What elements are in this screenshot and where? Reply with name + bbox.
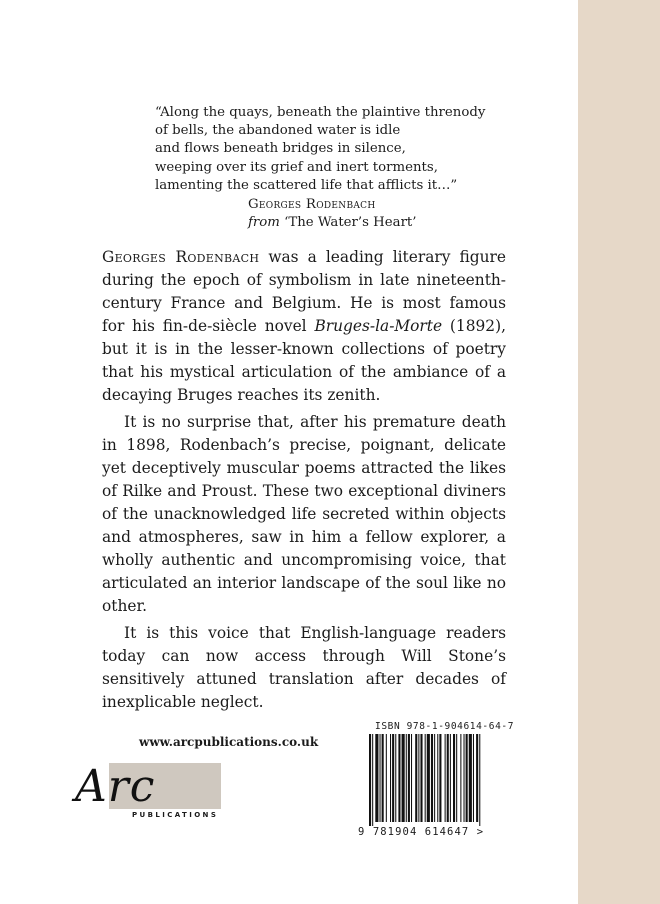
- attribution-author: Georges Rodenbach: [248, 197, 376, 212]
- isbn-label: ISBN 978-1-904614-64-7: [375, 721, 515, 732]
- barcode-bar: [450, 734, 451, 822]
- paragraph-text: (1892), but it is in the lesser-known collections of poetry that his mystical articulation of the ambiance of a decaying Bruges reaches its zenith.: [102, 317, 506, 404]
- barcode-bar: [434, 734, 435, 822]
- paragraph-text: was a leading literary figure during the epoch of symbolism in late nineteenth-century France and Belgium. He is most famous for his fin-de-siècle novel: [102, 248, 506, 335]
- barcode-bar: [375, 734, 378, 822]
- barcode-bar: [392, 734, 394, 822]
- logo-wordmark: Arc: [75, 761, 156, 812]
- publisher-logo: [75, 763, 235, 825]
- blurb: [102, 246, 506, 718]
- barcode-bar: [415, 734, 417, 822]
- barcode-bar: [420, 734, 422, 822]
- barcode-bar: [460, 734, 461, 822]
- barcode-bar: [437, 734, 438, 822]
- barcode-bar: [369, 734, 371, 826]
- epigraph-quote: [155, 104, 515, 195]
- barcode-bar: [445, 734, 446, 822]
- barcode-bar: [406, 734, 407, 822]
- quote-line: and flows beneath bridges in silence,: [155, 141, 406, 157]
- blurb-paragraph-3: It is this voice that English-language readers today can now access through Will Stone’s sensitively attuned translation after decades of inexplicable neglect.: [102, 624, 506, 711]
- barcode-icon: [368, 734, 513, 826]
- source-title: ‘The Water’s Heart’: [279, 215, 417, 230]
- spine-band: [578, 0, 660, 904]
- blurb-paragraph-2: It is no surprise that, after his premature death in 1898, Rodenbach’s precise, poignant, delicate yet deceptively muscular poems attracted the likes of Rilke and Proust. These two exceptional diviners of the unacknowledged life secreted within objects and atmospheres, saw in him a fellow explorer, a wholly authentic and uncompromising voice, that articulated an interior landscape of the soul like no other.: [102, 413, 506, 615]
- barcode-bar: [390, 734, 391, 822]
- logo-subtitle: PUBLICATIONS: [132, 811, 219, 819]
- barcode-bar: [382, 734, 384, 822]
- barcode-bar: [464, 734, 465, 822]
- barcode-bar: [408, 734, 410, 822]
- author-name: Georges Rodenbach: [102, 248, 260, 266]
- barcode-bar: [466, 734, 468, 822]
- attribution-source: [248, 214, 528, 232]
- barcode-digits: 9 781904 614647 >: [358, 826, 485, 838]
- barcode-bar: [395, 734, 396, 822]
- barcode-bar: [473, 734, 474, 822]
- barcode-bar: [402, 734, 405, 822]
- barcode-bar: [456, 734, 457, 822]
- barcode-bar: [453, 734, 455, 822]
- quote-line: of bells, the abandoned water is idle: [155, 123, 401, 139]
- barcode-bar: [431, 734, 433, 822]
- barcode-bar: [425, 734, 426, 822]
- barcode-bar: [427, 734, 430, 822]
- barcode-bar: [380, 734, 381, 822]
- barcode-bar: [479, 734, 480, 826]
- barcode-bar: [411, 734, 412, 822]
- barcode-bar: [476, 734, 478, 822]
- barcode-bar: [398, 734, 400, 822]
- blurb-paragraph-1: [102, 246, 506, 407]
- publisher-url: www.arcpublications.co.uk: [139, 735, 319, 749]
- source-prefix: from: [248, 215, 280, 230]
- barcode-bar: [418, 734, 419, 822]
- barcode-bar: [386, 734, 387, 822]
- quote-line: “Along the quays, beneath the plaintive threnody: [155, 105, 486, 120]
- novel-title: Bruges-la-Morte: [314, 317, 443, 335]
- barcode-bar: [469, 734, 472, 822]
- quote-attribution: [248, 196, 528, 232]
- barcode-bar: [447, 734, 449, 822]
- barcode-bar: [372, 734, 373, 826]
- quote-line: weeping over its grief and inert torments,: [155, 159, 438, 175]
- quote-line: lamenting the scattered life that afflicts it…”: [155, 177, 458, 193]
- barcode-bar: [439, 734, 441, 822]
